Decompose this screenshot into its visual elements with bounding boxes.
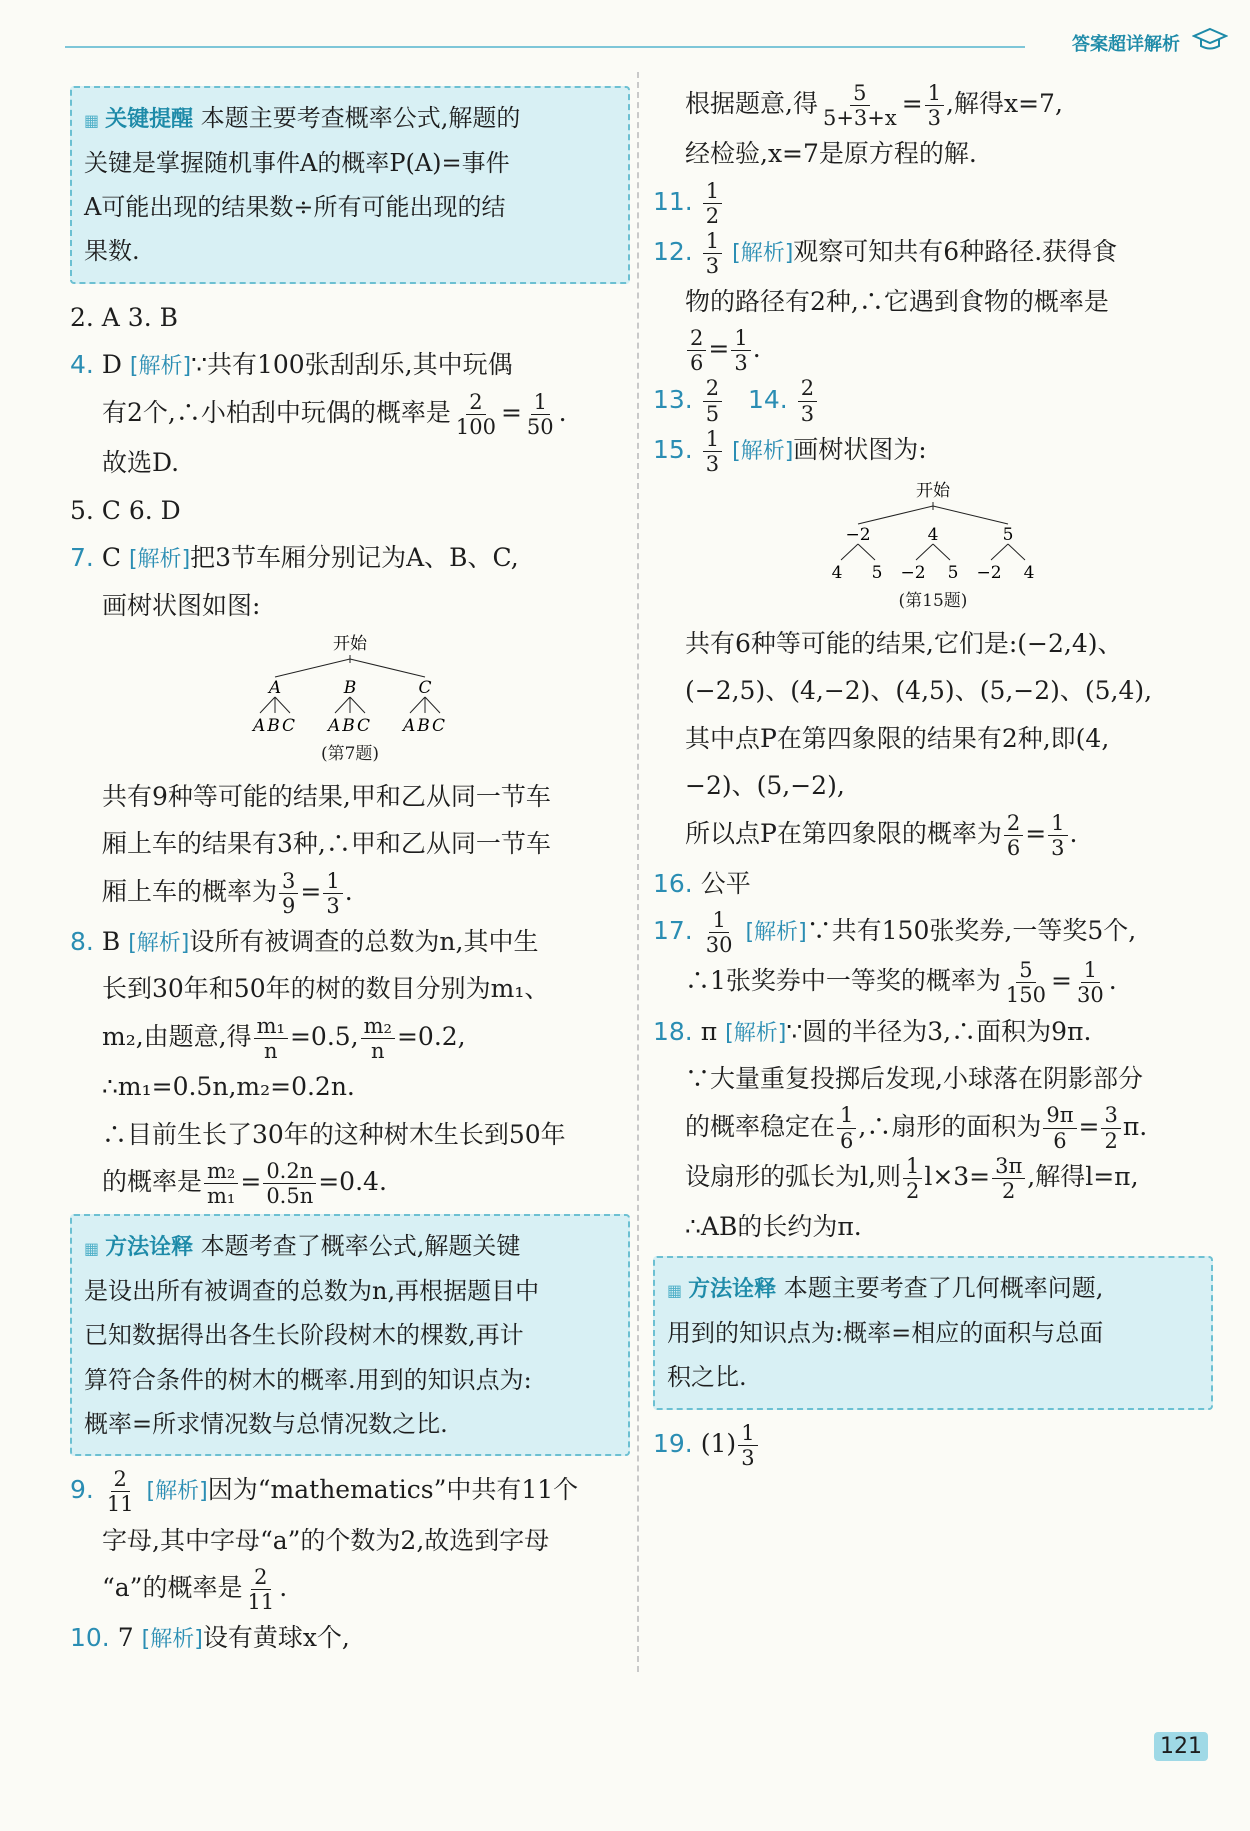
question-4: 4. D [ 解析 ] ∵共有100张刮刮乐,其中玩偶 有2个,∴小柏刮中玩偶的概率是 $\frac{2}{100}$ = $\frac{1}{50}$ . 故选D. — [70, 341, 630, 486]
question-9: 9. $\frac{2}{11}$ [ 解析 ] 因为“mathematics”中共有11个 字母,其中字母“a”的个数为2,故选到字母 “a”的概率是 $\frac{2}{11}$ . — [70, 1466, 630, 1614]
tree-leaf: −2 — [900, 562, 926, 583]
answer-5-6: 5. C 6. D — [70, 495, 181, 525]
q12-tag: [ 解析 ] — [732, 241, 793, 266]
key-tip-title: ▦ 关键提醒 — [84, 107, 193, 132]
method-box-1: ▦ 方法诠释 本题考查了概率公式,解题关键 是设出所有被调查的总数为n,再根据题目中 已知数据得出各生长阶段树木的棵数,再计 算符合条件的树木的概率.用到的知识点为: 概率=所求情况数与总情况数之比. — [70, 1214, 630, 1456]
q8-fraction: $\frac{\text{m₂}}{\text{m₁}}$ — [204, 1159, 238, 1208]
tree-leaf: 5 — [871, 562, 883, 583]
q12-line2: 物的路径有2种,∴它遇到食物的概率是 — [685, 286, 1109, 316]
tree-root: 开始 — [333, 634, 367, 654]
header-rule — [65, 46, 1025, 48]
q4-fraction: $\frac{2}{100}$ — [455, 389, 496, 439]
key-tip-line: A可能出现的结果数÷所有可能出现的结 — [84, 193, 506, 222]
header-title: 答案超详解析 — [1072, 34, 1180, 55]
question-18: 18. π [ 解析 ] ∵圆的半径为3,∴面积为9π. ∵大量重复投掷后发现,小球落在阴影部分 的概率稳定在 $\frac{1}{6}$ ,∴扇形的面积为 $\frac{9\pi}{6}$ = $\frac{3}{2}$ π. 设扇形的弧长为l,则 $\frac{1}{2}$ l×3= $\frac{3\pi}{2}$ ,解得l=π, ∴AB的长约为π. — [653, 1008, 1213, 1251]
q9-tag: [ 解析 ] — [147, 1479, 208, 1504]
question-15: 15. $\frac{1}{3}$ [ 解析 ] 画树状图为: 开始 −2 4 5 4 5 −2 5 −2 4 (第15题) 共有6种等可能的结果,它们是:(−2,4)、 (−2,5)、(4,−2)、(4,5)、(5,−2)、(5,4), 其中点P在第四象限的结果有2种,即(4, −2)、(5,−2), 所以点P在第四象限的概率为 $\frac{2}{6}$ = $\frac{1}{3}$ . — [653, 426, 1213, 860]
q4-tag: [ 解析 ] — [130, 354, 191, 379]
q8-fraction: $\frac{\text{m₂}}{n}$ — [361, 1014, 395, 1063]
q7-tree-diagram — [220, 633, 480, 743]
q12-fraction: $\frac{1}{3}$ — [731, 326, 750, 375]
q10-tag: [ 解析 ] — [142, 1627, 203, 1652]
q8-number: 8. — [70, 926, 94, 956]
q15-tree-diagram — [803, 480, 1063, 590]
question-10: 10. 7 [ 解析 ] 设有黄球x个, — [70, 1614, 630, 1662]
q17-answer: $\frac{1}{30}$ — [705, 908, 733, 958]
q15-answer: $\frac{1}{3}$ — [703, 427, 722, 476]
q18-tag: [ 解析 ] — [725, 1021, 786, 1046]
q7-caption: (第7题) — [320, 744, 380, 764]
q18-fraction: $\frac{1}{6}$ — [837, 1103, 856, 1152]
q9-answer: $\frac{2}{11}$ — [106, 1467, 134, 1517]
q13-answer: $\frac{2}{5}$ — [703, 376, 722, 425]
q11-answer: $\frac{1}{2}$ — [703, 179, 722, 228]
q9-line2: 字母,其中字母“a”的个数为2,故选到字母 — [102, 1525, 550, 1555]
q17-fraction: $\frac{1}{30}$ — [1076, 958, 1104, 1008]
tree-root: 开始 — [916, 480, 950, 501]
question-11: 11. $\frac{1}{2}$ — [653, 178, 1213, 228]
q18-fraction: $\frac{9\pi}{6}$ — [1043, 1103, 1076, 1152]
q8-line2: 长到30年和50年的树的数目分别为m₁、 — [102, 974, 550, 1004]
q10-fraction: $\frac{5}{5+3+x}$ — [822, 80, 897, 130]
q4-line3: 故选D. — [102, 448, 180, 477]
tree-leaf: 4 — [831, 562, 843, 583]
left-column — [70, 80, 630, 1662]
q9-fraction: $\frac{2}{11}$ — [247, 1564, 275, 1615]
tree-node: B — [343, 678, 357, 698]
key-tip-line: 本题主要考查概率公式,解题的 — [200, 104, 521, 132]
q8-line1: 设所有被调查的总数为n,其中生 — [189, 926, 539, 956]
tree-node: 4 — [927, 524, 939, 545]
question-8: 8. B [ 解析 ] 设所有被调查的总数为n,其中生 长到30年和50年的树的数目分别为m₁、 m₂,由题意,得 $\frac{\text{m₁}}{n}$ =0.5, $\frac{\text{m₂}}{n}$ =0.2, ∴m₁=0.5n,m₂=0.2n. ∴目前生长了30年的这种树木生长到50年 的概率是 $\frac{\text{m₂}}{\text{m₁}}$ = $\frac{0.2n}{0.5n}$ =0.4. — [70, 918, 630, 1208]
q15-fraction: $\frac{2}{6}$ — [1004, 811, 1023, 860]
q15-line4: 其中点P在第四象限的结果有2种,即(4, — [685, 723, 1110, 753]
q7-line1: 把3节车厢分别记为A、B、C, — [190, 543, 519, 572]
method-title: ▦ 方法诠释 — [667, 1277, 776, 1302]
tree-leaf: ABC — [402, 716, 448, 736]
tree-leaf: ABC — [252, 716, 298, 736]
q8-fraction: $\frac{\text{m₁}}{n}$ — [254, 1014, 288, 1063]
tree-node: A — [268, 678, 282, 698]
tree-node: 5 — [1002, 524, 1014, 545]
graduation-cap-icon — [1192, 26, 1228, 52]
tree-node: −2 — [845, 524, 871, 545]
question-16: 16. 公平 — [653, 868, 751, 898]
q8-tag: [ 解析 ] — [128, 931, 189, 956]
q8-answer: B — [101, 926, 121, 956]
page-number: 121 — [1154, 1732, 1208, 1761]
q4-fraction: $\frac{1}{50}$ — [526, 389, 554, 439]
q18-fraction: $\frac{1}{2}$ — [903, 1154, 922, 1203]
q7-fraction: $\frac{1}{3}$ — [323, 869, 342, 918]
right-column — [653, 80, 1213, 1470]
key-tip-line: 关键是掌握随机事件A的概率P(A)=事件 — [84, 148, 510, 177]
question-7: 7. C [ 解析 ] 把3节车厢分别记为A、B、C, 画树状图如图: 开始 A B C ABC ABC ABC (第7题) 共有9种等可能的结果,甲和乙从同一节车 厢上车的结果有3种,∴甲和乙从同一节车 厢上车的概率为 $\frac{3}{9}$ = $\frac{1}{3}$ . — [70, 534, 630, 918]
q7-line4: 厢上车的结果有3种,∴甲和乙从同一节车 — [102, 829, 551, 859]
q15-fraction: $\frac{1}{3}$ — [1048, 811, 1067, 860]
q7-number: 7. — [70, 543, 94, 572]
q7-line5: 厢上车的概率为 — [102, 876, 278, 906]
q4-line1: ∵共有100张刮刮乐,其中玩偶 — [191, 350, 513, 380]
question-17: 17. $\frac{1}{30}$ [ 解析 ] ∵共有150张奖券,一等奖5个, ∴1张奖券中一等奖的概率为 $\frac{5}{150}$ = $\frac{1}{30}$ . — [653, 907, 1213, 1007]
method-box-2: ▦ 方法诠释 本题主要考查了几何概率问题, 用到的知识点为:概率=相应的面积与总面 积之比. — [653, 1256, 1213, 1409]
tree-leaf: ABC — [327, 716, 373, 736]
q7-tag: [ 解析 ] — [129, 547, 190, 572]
tree-leaf: 4 — [1023, 562, 1035, 583]
q15-line3: (−2,5)、(4,−2)、(4,5)、(5,−2)、(5,4), — [685, 676, 1153, 706]
method-title: ▦ 方法诠释 — [84, 1235, 193, 1260]
tree-node: C — [418, 678, 432, 698]
q4-number: 4. — [70, 350, 94, 380]
q4-line2: 有2个,∴小柏刮中玩偶的概率是 — [102, 397, 451, 427]
tree-leaf: 5 — [947, 562, 959, 583]
q4-answer: D — [101, 350, 122, 380]
key-tip-line: 果数. — [84, 237, 140, 266]
q8-fraction: $\frac{0.2n}{0.5n}$ — [263, 1159, 316, 1208]
tree-leaf: −2 — [976, 562, 1002, 583]
q15-tag: [ 解析 ] — [732, 439, 793, 464]
q7-fraction: $\frac{3}{9}$ — [279, 869, 298, 918]
q14-answer: $\frac{2}{3}$ — [798, 376, 817, 425]
question-10-continued: 根据题意,得 $\frac{5}{5+3+x}$ = $\frac{1}{3}$ ,解得x=7, 经检验,x=7是原方程的解. — [653, 80, 1213, 178]
q15-line5: −2)、(5,−2), — [685, 771, 845, 801]
q7-line2: 画树状图如图: — [102, 590, 261, 620]
q7-answer: C — [101, 543, 121, 572]
q8-line5: ∴目前生长了30年的这种树木生长到50年 — [102, 1119, 566, 1149]
q18-fraction: $\frac{3\pi}{2}$ — [992, 1154, 1025, 1203]
q12-answer: $\frac{1}{3}$ — [703, 229, 722, 278]
q12-fraction: $\frac{2}{6}$ — [687, 326, 706, 375]
q10-line2: 经检验,x=7是原方程的解. — [685, 139, 977, 169]
question-12: 12. $\frac{1}{3}$ [ 解析 ] 观察可知共有6种路径.获得食 物的路径有2种,∴它遇到食物的概率是 $\frac{2}{6}$ = $\frac{1}{3}$ . — [653, 228, 1213, 376]
q17-fraction: $\frac{5}{150}$ — [1005, 958, 1047, 1008]
q18-line2: ∵大量重复投掷后发现,小球落在阴影部分 — [685, 1064, 1143, 1094]
column-divider — [637, 72, 640, 1672]
q9-number: 9. — [70, 1475, 94, 1505]
q19-answer: $\frac{1}{3}$ — [738, 1421, 757, 1470]
q7-line3: 共有9种等可能的结果,甲和乙从同一节车 — [102, 781, 551, 811]
q15-line2: 共有6种等可能的结果,它们是:(−2,4)、 — [685, 628, 1123, 658]
q17-tag: [ 解析 ] — [745, 920, 806, 945]
q18-fraction: $\frac{3}{2}$ — [1101, 1103, 1120, 1152]
question-19: 19. (1) $\frac{1}{3}$ — [653, 1420, 1213, 1470]
answer-2-3: 2. A 3. B — [70, 302, 178, 332]
q8-line4: ∴m₁=0.5n,m₂=0.2n. — [102, 1072, 355, 1102]
question-13-14: 13. $\frac{2}{5}$ 14. $\frac{2}{3}$ — [653, 376, 1213, 426]
q18-line5: ∴AB的长约为π. — [685, 1211, 862, 1241]
q10-fraction: $\frac{1}{3}$ — [925, 81, 944, 130]
key-tip-box — [70, 86, 630, 284]
q15-caption: (第15题) — [898, 590, 968, 611]
